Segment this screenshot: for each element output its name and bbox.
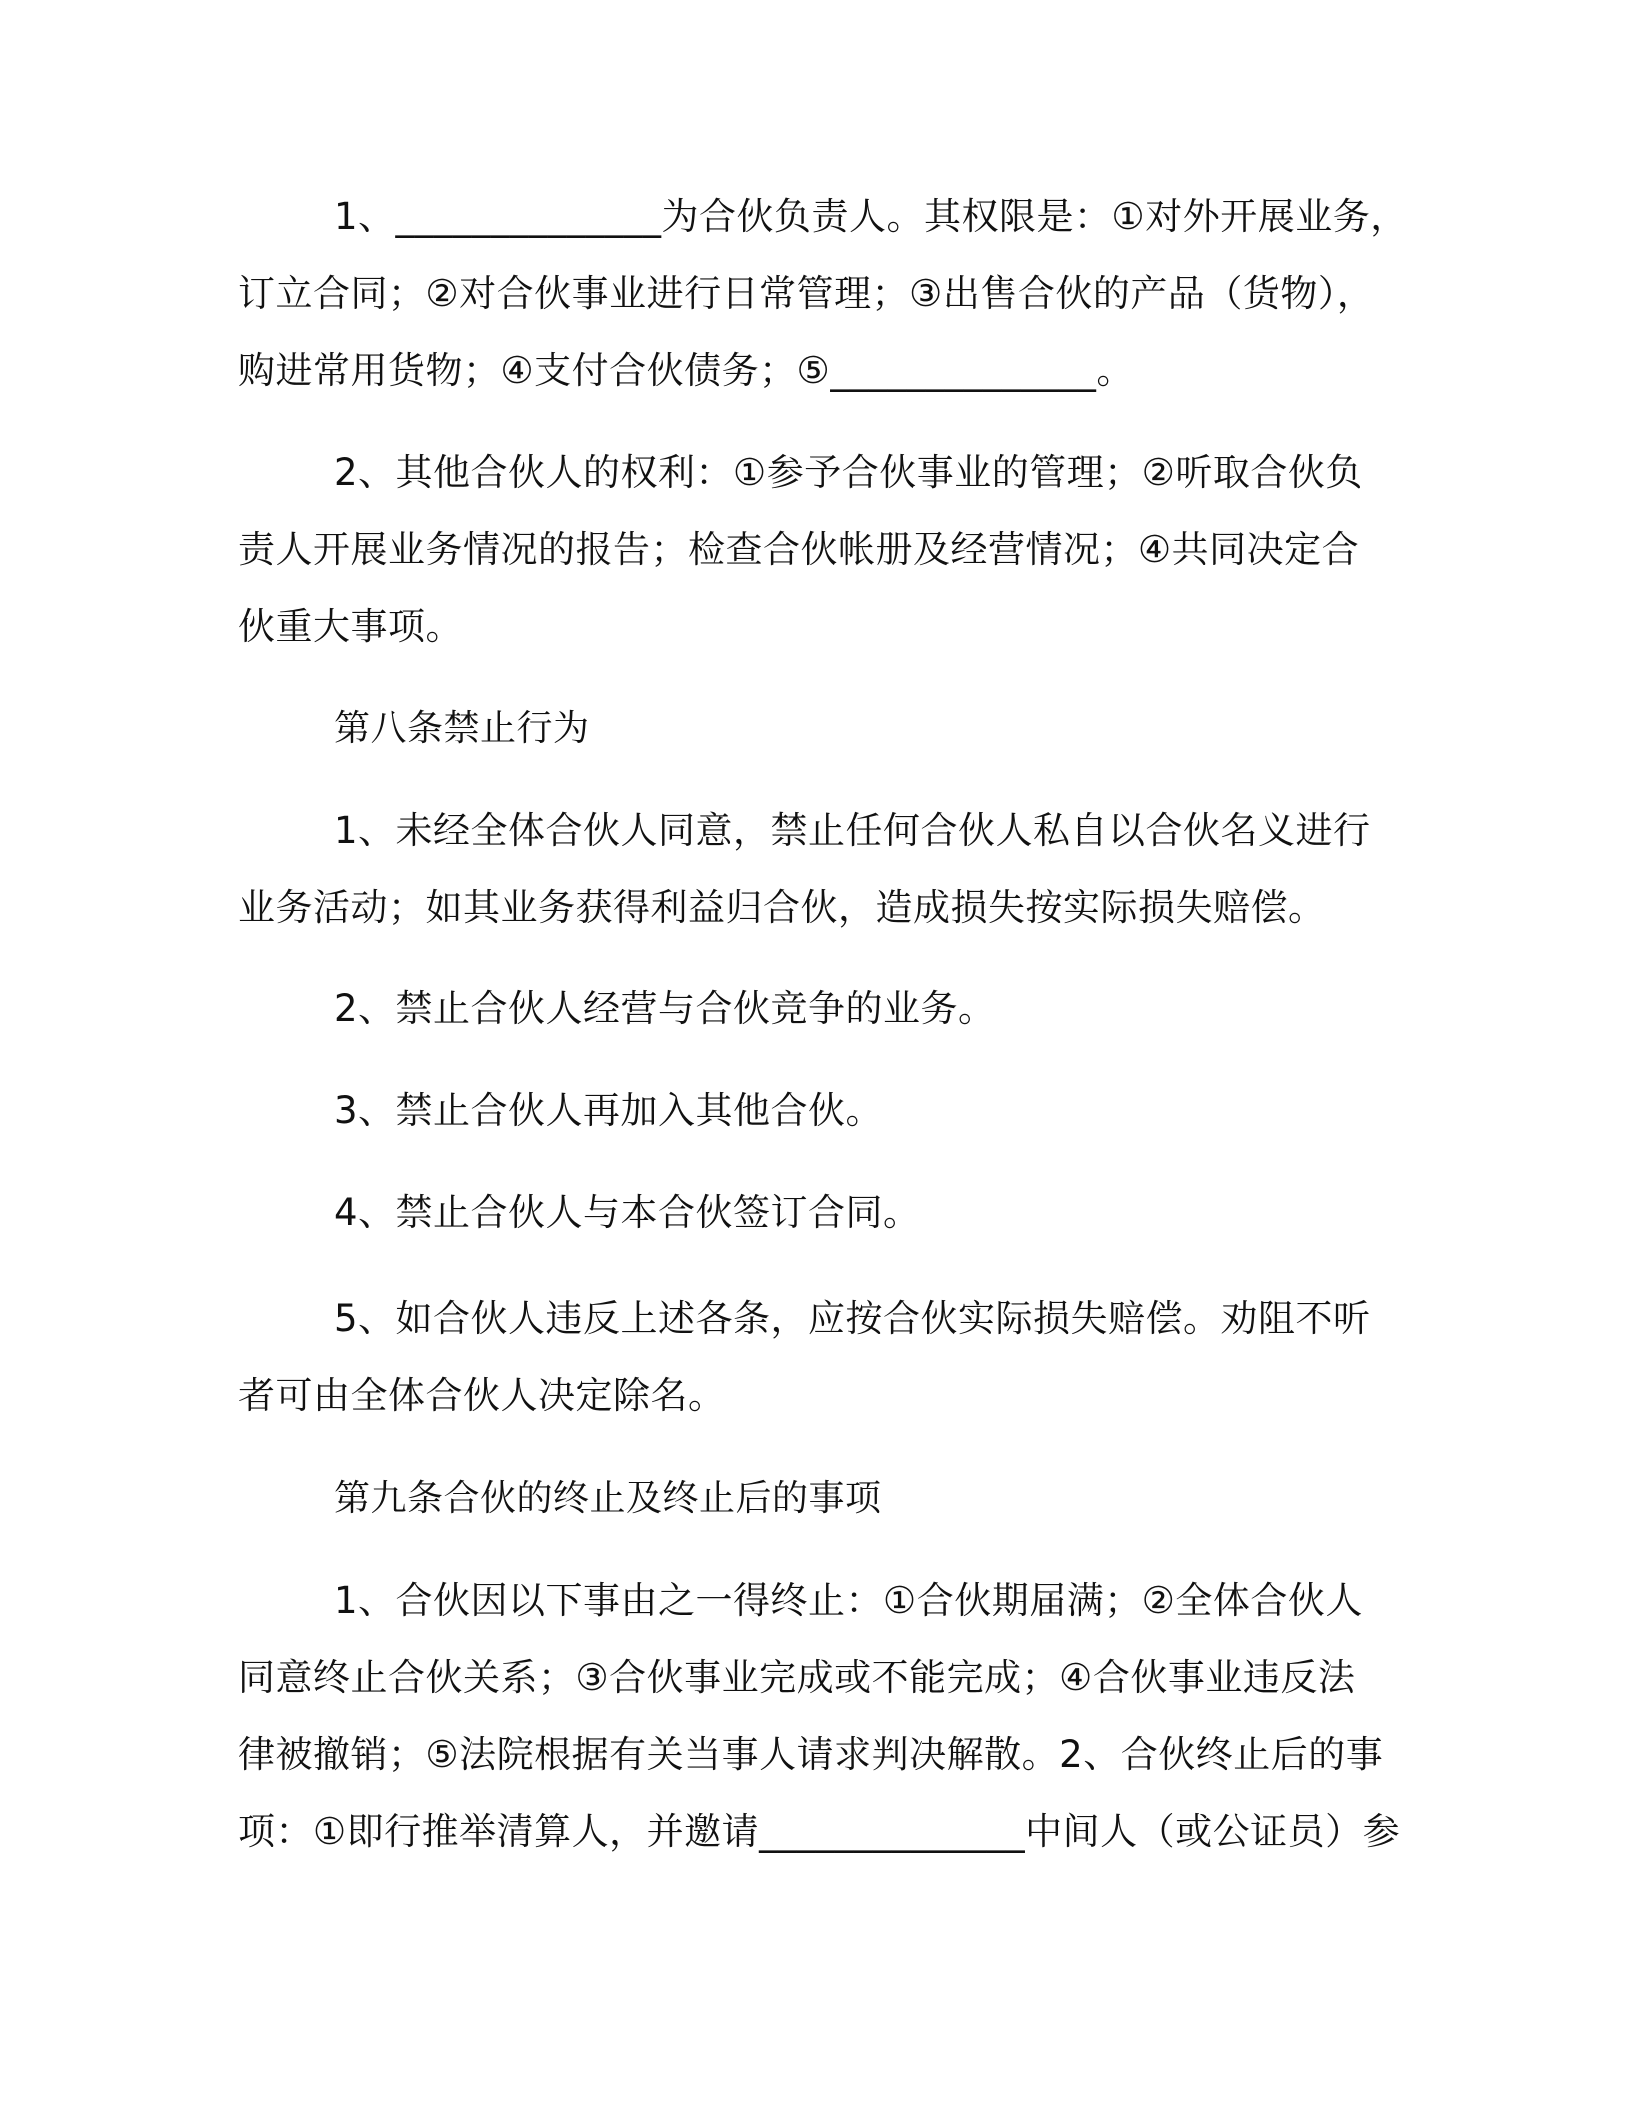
paragraph-prohibition-4 bbox=[238, 1174, 1388, 1251]
paragraph-line: 者可由全体合伙人决定除名。 bbox=[238, 1374, 726, 1417]
paragraph-partner-leader-authority bbox=[238, 178, 1408, 409]
paragraph-line: 1、______________为合伙负责人。其权限是：①对外开展业务， bbox=[334, 195, 1408, 238]
paragraph-line: 伙重大事项。 bbox=[238, 605, 463, 648]
section-heading-text: 第九条合伙的终止及终止后的事项 bbox=[334, 1478, 882, 1519]
paragraph-line: 购进常用货物；④支付合伙债务；⑤______________。 bbox=[238, 349, 1134, 392]
section-heading-text: 第八条禁止行为 bbox=[334, 708, 590, 749]
paragraph-line: 责人开展业务情况的报告；检查合伙帐册及经营情况；④共同决定合 bbox=[238, 528, 1360, 571]
paragraph-prohibition-3 bbox=[238, 1072, 1388, 1149]
paragraph-line: 项：①即行推举清算人，并邀请______________中间人（或公证员）参 bbox=[238, 1810, 1401, 1853]
paragraph-prohibition-5 bbox=[238, 1280, 1388, 1434]
paragraph-line: 3、禁止合伙人再加入其他合伙。 bbox=[334, 1089, 884, 1132]
paragraph-prohibition-2 bbox=[238, 970, 1388, 1047]
paragraph-line: 律被撤销；⑤法院根据有关当事人请求判决解散。2、合伙终止后的事 bbox=[238, 1733, 1384, 1776]
paragraph-line: 1、合伙因以下事由之一得终止：①合伙期届满；②全体合伙人 bbox=[334, 1579, 1363, 1622]
paragraph-line: 5、如合伙人违反上述各条，应按合伙实际损失赔偿。劝阻不听 bbox=[334, 1297, 1371, 1340]
paragraph-prohibition-1 bbox=[238, 792, 1388, 946]
paragraph-line: 2、其他合伙人的权利：①参予合伙事业的管理；②听取合伙负 bbox=[334, 451, 1363, 494]
paragraph-other-partner-rights bbox=[238, 434, 1388, 665]
paragraph-line: 业务活动；如其业务获得利益归合伙，造成损失按实际损失赔偿。 bbox=[238, 886, 1326, 929]
paragraph-line: 2、禁止合伙人经营与合伙竞争的业务。 bbox=[334, 987, 996, 1030]
section-heading-article-8 bbox=[238, 690, 1388, 767]
paragraph-line: 订立合同；②对合伙事业进行日常管理；③出售合伙的产品（货物）， bbox=[238, 272, 1375, 315]
paragraph-line: 1、未经全体合伙人同意，禁止任何合伙人私自以合伙名义进行 bbox=[334, 809, 1371, 852]
section-heading-article-9 bbox=[238, 1460, 1388, 1537]
paragraph-line: 4、禁止合伙人与本合伙签订合同。 bbox=[334, 1191, 921, 1234]
paragraph-line: 同意终止合伙关系；③合伙事业完成或不能完成；④合伙事业违反法 bbox=[238, 1656, 1356, 1699]
paragraph-termination bbox=[238, 1562, 1401, 1870]
